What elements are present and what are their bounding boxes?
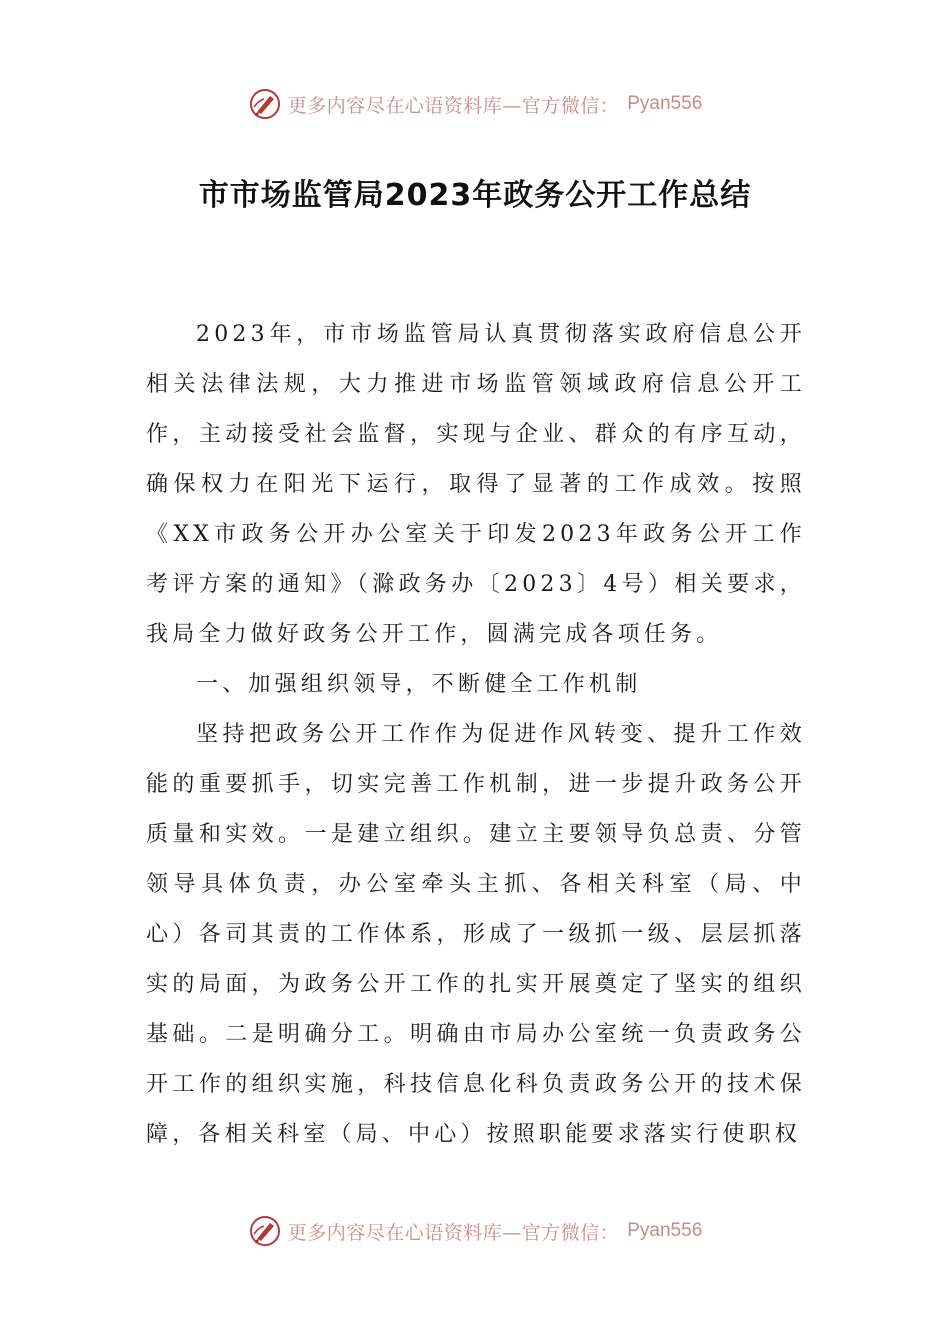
pen-logo-icon: [248, 1214, 282, 1248]
watermark-footer: [0, 1211, 950, 1251]
paragraph-intro: 2023年，市市场监管局认真贯彻落实政府信息公开相关法律法规，大力推进市场监管领域政府信息公开工作，主动接受社会监督，实现与企业、群众的有序互动，确保权力在阳光下运行，取得了显著的工作成效。按照《XX市政务公开办公室关于印发2023年政务公开工作考评方案的通知》（滁政务办〔2023〕4号）相关要求，我局全力做好政务公开工作，圆满完成各项任务。: [146, 322, 806, 647]
document-body: [146, 310, 806, 1160]
watermark-text: 更多内容尽在心语资料库—官方微信：: [287, 94, 620, 117]
watermark-text: 更多内容尽在心语资料库—官方微信：: [287, 1221, 620, 1244]
watermark-wechat-id: Pyan556: [627, 1220, 703, 1241]
document-title: 市市场监管局2023年政务公开工作总结: [198, 178, 752, 213]
watermark-header: [0, 84, 950, 124]
pen-logo-icon: [248, 87, 282, 121]
section-heading-1: 一、加强组织领导，不断健全工作机制: [196, 672, 642, 697]
watermark-wechat-id: Pyan556: [627, 93, 703, 114]
paragraph-section-1: 坚持把政务公开工作作为促进作风转变、提升工作效能的重要抓手，切实完善工作机制，进一步提升政务公开质量和实效。一是建立组织。建立主要领导负总责、分管领导具体负责，办公室牵头主抓、各相关科室（局、中心）各司其责的工作体系，形成了一级抓一级、层层抓落实的局面，为政务公开工作的扎实开展奠定了坚实的组织基础。二是明确分工。明确由市局办公室统一负责政务公开工作的组织实施，科技信息化科负责政务公开的技术保障，各相关科室（局、中心）按照职能要求落实行使职权: [146, 722, 806, 1147]
